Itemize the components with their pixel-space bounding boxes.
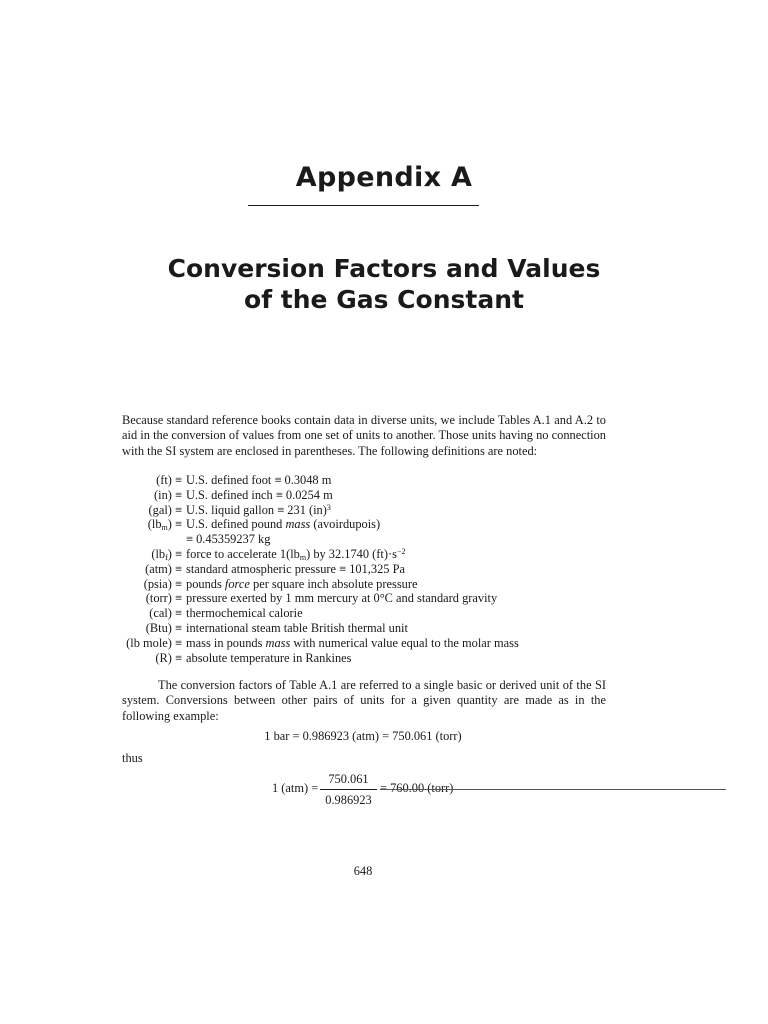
fraction-numerator: 750.061: [328, 772, 369, 786]
definition-text-after: (avoirdupois): [310, 517, 381, 532]
strike-line: [380, 789, 726, 790]
definition-row: [100, 517, 620, 532]
definition-text: thermochemical calorie: [186, 606, 303, 621]
italic-word: mass: [285, 517, 311, 532]
definition-text: [186, 547, 620, 562]
definition-row: [100, 591, 620, 606]
definition-term: (torr) ≡: [145, 591, 182, 606]
definition-row: [100, 532, 620, 547]
equation-lhs: 1 (atm) =: [272, 781, 319, 795]
definition-term: [100, 547, 186, 562]
chapter-title-line-2: of the Gas Constant: [244, 285, 524, 314]
subscript: f: [165, 552, 168, 562]
definition-row: [100, 636, 620, 651]
definition-row: [100, 577, 620, 592]
definition-row: [100, 606, 620, 621]
definition-row: [100, 488, 620, 503]
chapter-title-line-1: Conversion Factors and Values: [167, 254, 601, 283]
chapter-title: [0, 253, 768, 315]
definition-term: (atm) ≡: [145, 561, 182, 576]
definitions-list: [100, 473, 620, 665]
definition-row: [100, 621, 620, 636]
appendix-heading: Appendix A: [295, 162, 473, 193]
definition-text: [186, 517, 620, 532]
definition-term: (lb mole) ≡: [126, 635, 182, 650]
definition-text: pressure exerted by 1 mm mercury at 0°C and standard gravity: [186, 591, 498, 606]
definition-row: [100, 503, 620, 518]
subscript: m: [299, 552, 307, 562]
subscript: m: [161, 523, 168, 533]
term-after: ) ≡: [167, 517, 182, 532]
italic-word: force: [224, 576, 250, 591]
definition-row: [100, 651, 620, 666]
definition-row: [100, 562, 620, 577]
definition-term: (cal) ≡: [149, 606, 182, 621]
definition-text-main: U.S. defined pound: [186, 517, 286, 532]
page-number: 648: [353, 864, 373, 878]
thus-label: thus: [122, 751, 143, 765]
definition-text-main: mass in pounds: [186, 635, 266, 650]
superscript: −2: [396, 546, 406, 556]
definition-text: U.S. defined foot ≡ 0.3048 m: [186, 473, 332, 487]
definition-term: [100, 517, 186, 532]
definition-term: [100, 532, 186, 547]
intro-paragraph: Because standard reference books contain data in diverse units, we include Tables A.1 and A.2 to aid in the conversion of values from one set of units to another. Those units having no connection with the SI system are enclosed in parentheses. The following definitions are noted:: [122, 413, 606, 458]
term-main: (lb: [147, 517, 162, 532]
definition-row: [100, 547, 620, 562]
definition-term: (psia) ≡: [143, 576, 182, 591]
definition-text-after: per square inch absolute pressure: [249, 576, 418, 591]
term-main: (lb: [151, 546, 166, 561]
definition-text: [186, 636, 620, 651]
fraction-equation: [272, 772, 732, 812]
definition-text: international steam table British thermal unit: [186, 620, 408, 635]
definition-term: (R) ≡: [155, 650, 182, 665]
definition-text-main: force to accelerate 1(lb: [186, 546, 300, 561]
definition-text-after: with numerical value equal to the molar mass: [290, 635, 519, 650]
definition-text: [186, 577, 620, 592]
definition-text: ≡ 0.45359237 kg: [186, 532, 271, 547]
definition-row: [100, 473, 620, 488]
fraction-denominator: 0.986923: [325, 793, 372, 807]
definition-term: (Btu) ≡: [145, 620, 182, 635]
definition-term: (gal) ≡: [148, 502, 182, 517]
italic-word: mass: [265, 635, 291, 650]
term-after: ) ≡: [167, 546, 182, 561]
superscript: 3: [326, 502, 331, 512]
definition-text-after: ) by 32.1740 (ft)·s: [306, 546, 397, 561]
equation-rhs: = 760.00 (torr): [380, 781, 454, 795]
definition-term: (ft) ≡: [156, 473, 182, 487]
definition-text: [186, 503, 620, 518]
conversion-paragraph: The conversion factors of Table A.1 are referred to a single basic or derived unit of the SI system. Conversions between other pairs of units for a given quantity are made as in the following example:: [122, 678, 606, 723]
definition-text: absolute temperature in Rankines: [186, 650, 352, 665]
definition-text-main: pounds: [186, 576, 225, 591]
example-equation: 1 bar = 0.986923 (atm) = 750.061 (torr): [264, 729, 462, 743]
definition-term: (in) ≡: [154, 487, 182, 502]
definition-text-main: U.S. liquid gallon ≡ 231 (in): [186, 502, 327, 517]
fraction-bar: [320, 789, 377, 790]
definition-text: standard atmospheric pressure ≡ 101,325 Pa: [186, 561, 405, 576]
heading-rule: [248, 205, 479, 206]
definition-text: U.S. defined inch ≡ 0.0254 m: [186, 487, 333, 502]
